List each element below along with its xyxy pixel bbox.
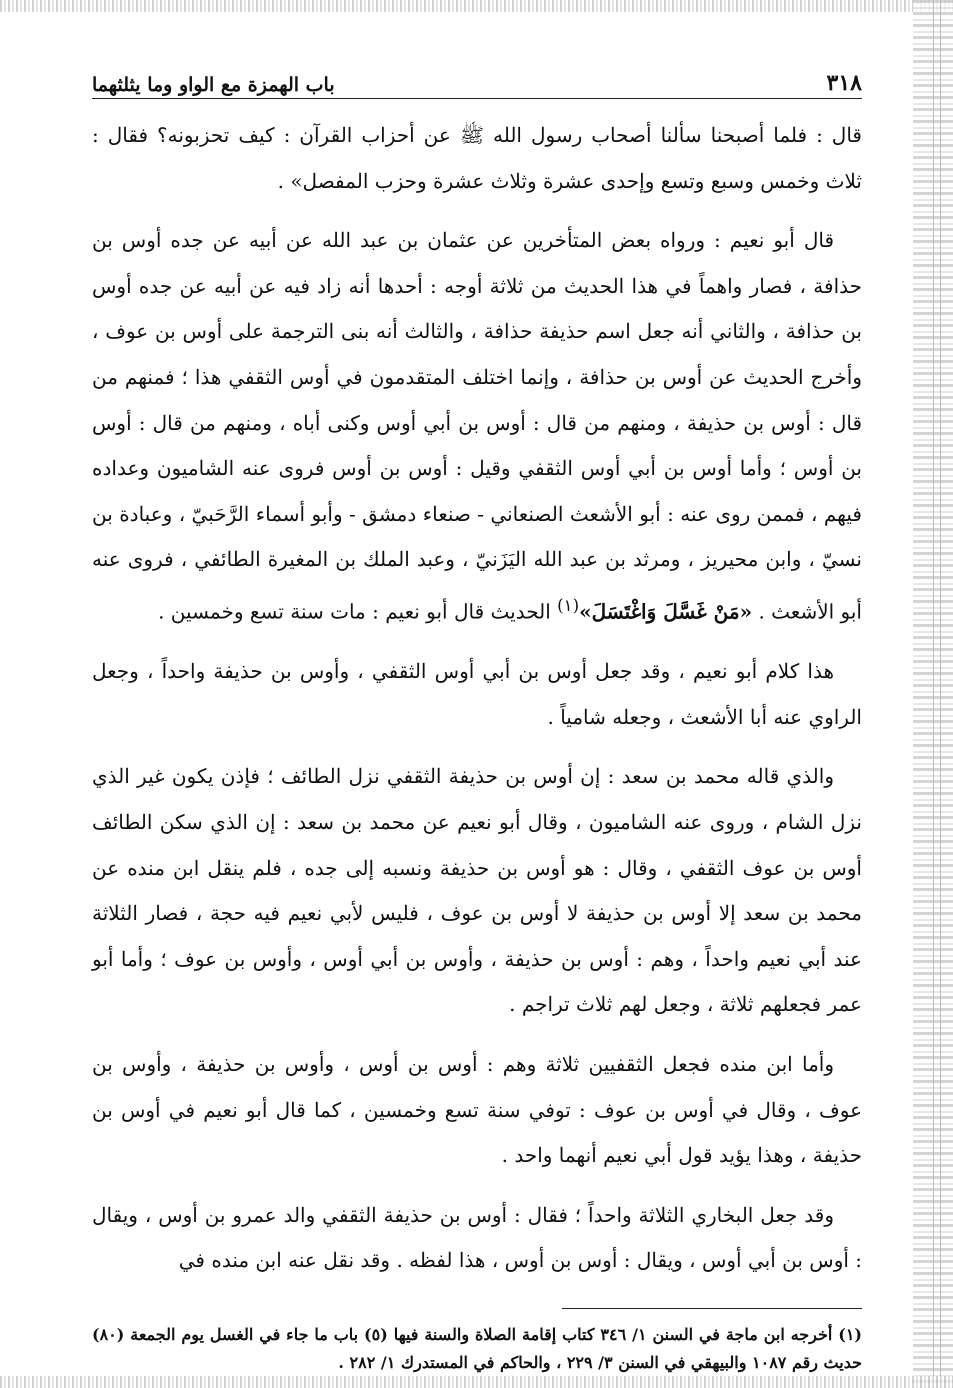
paragraph-2	[92, 218, 862, 635]
paragraph-4: والذي قاله محمد بن سعد : إن أوس بن حذيفة الثقفي نزل الطائف ؛ فإذن يكون غير الذي نزل الشام ، وروى عنه الشاميون ، وقال أبو نعيم عن محمد بن سعد : إن الذي سكن الطائف أوس بن عوف الثقفي ، وقال : هو أوس بن حذيفة ونسبه إلى جده ، فلم ينقل ابن منده عن محمد بن سعد إلا أوس بن حذيفة لا أوس بن عوف ، فليس لأبي نعيم فيه حجة ، فصار الثلاثة عند أبي نعيم واحداً ، وهم : أوس بن حذيفة ، وأوس بن أبي أوس ، وأوس بن عوف ؛ وأما أبو عمر فجعلهم ثلاثة ، وجعل لهم ثلاث تراجم .	[92, 764, 862, 1017]
paragraph-1: قال : فلما أصبحنا سألنا أصحاب رسول الله ﷺ عن أحزاب القرآن : كيف تحزبونه؟ فقال : ثلاث وخمس وسبع وتسع وإحدى عشرة وثلاث عشرة وحزب المفصل» .	[92, 123, 862, 193]
page-body	[92, 113, 862, 1284]
paragraph-3: هذا كلام أبو نعيم ، وقد جعل أوس بن أبي أوس الثقفي ، وأوس بن حذيفة واحداً ، وجعل الراوي عنه أبا الأشعث ، وجعله شامياً .	[92, 659, 862, 729]
paragraph-2-tail: الحديث قال أبو نعيم : مات سنة تسع وخمسين .	[158, 599, 551, 624]
decorative-border-right-line	[933, 0, 941, 1388]
book-page	[92, 62, 862, 1377]
paragraph-6: وقد جعل البخاري الثلاثة واحداً ؛ فقال : أوس بن حذيفة الثقفي والد عمرو بن أوس ، ويقال : أوس بن أبي أوس ، ويقال : أوس بن أوس ، هذا لفظه . وقد نقل عنه ابن منده في	[92, 1202, 862, 1273]
decorative-border-top	[0, 0, 953, 12]
hadith-quote: «مَنْ غَسَّلَ وَاغْتَسَلَ»	[579, 599, 753, 624]
paragraph-5: وأما ابن منده فجعل الثقفيين ثلاثة وهم : أوس بن أوس ، وأوس بن حذيفة ، وأوس بن عوف ، وقال في أوس بن عوف : توفي سنة تسع وخمسين ، كما قال أبو نعيم في أوس بن حذيفة ، وهذا يؤيد قول أبي نعيم أنهما واحد .	[92, 1051, 862, 1168]
footnote-separator	[562, 1308, 862, 1309]
page-header	[92, 62, 862, 99]
page-number: ٣١٨	[826, 70, 862, 96]
footnote-reference: (١)	[557, 595, 580, 615]
section-title: باب الهمزة مع الواو وما يثلثهما	[92, 74, 335, 96]
decorative-border-bottom	[0, 1376, 953, 1388]
paragraph-2-text: قال أبو نعيم : ورواه بعض المتأخرين عن عثمان بن عبد الله عن أبيه عن جده أوس بن حذافة ، فصار واهماً في هذا الحديث من ثلاثة أوجه : أحدها أنه زاد فيه عن أبيه عن جده أوس بن حذافة ، والثاني أنه جعل اسم حذيفة حذافة ، والثالث أنه بنى الترجمة على أوس بن عوف ، وأخرج الحديث عن أوس بن حذافة ، وإنما اختلف المتقدمون في أوس الثقفي هذا ؛ فمنهم من قال : أوس بن حذيفة ، ومنهم من قال : أوس بن أبي أوس وكنى أباه ، ومنهم من قال : أوس بن أوس ؛ وأما أوس بن أبي أوس الثقفي وقيل : أوس بن أوس فروى عنه الشاميون وعداده فيهم ، فممن روى عنه : أبو الأشعث الصنعاني - صنعاء دمشق - وأبو أسماء الرَّحَبيّ ، وعبادة بن نسيّ ، وابن محيريز ، ومرثد بن عبد الله اليَزَنيّ ، وعبد الملك بن المغيرة الطائفي ، فروى عنه أبو الأشعث .	[92, 228, 862, 624]
footnote-1: (١) أخرجه ابن ماجة في السنن ١/ ٣٤٦ كتاب إقامة الصلاة والسنة فيها (٥) باب ما جاء في الغسل يوم الجمعة (٨٠) حديث رقم ١٠٨٧ والبيهقي في السنن ٣/ ٢٢٩ ، والحاكم في المستدرك ١/ ٢٨٢ .	[92, 1324, 862, 1372]
